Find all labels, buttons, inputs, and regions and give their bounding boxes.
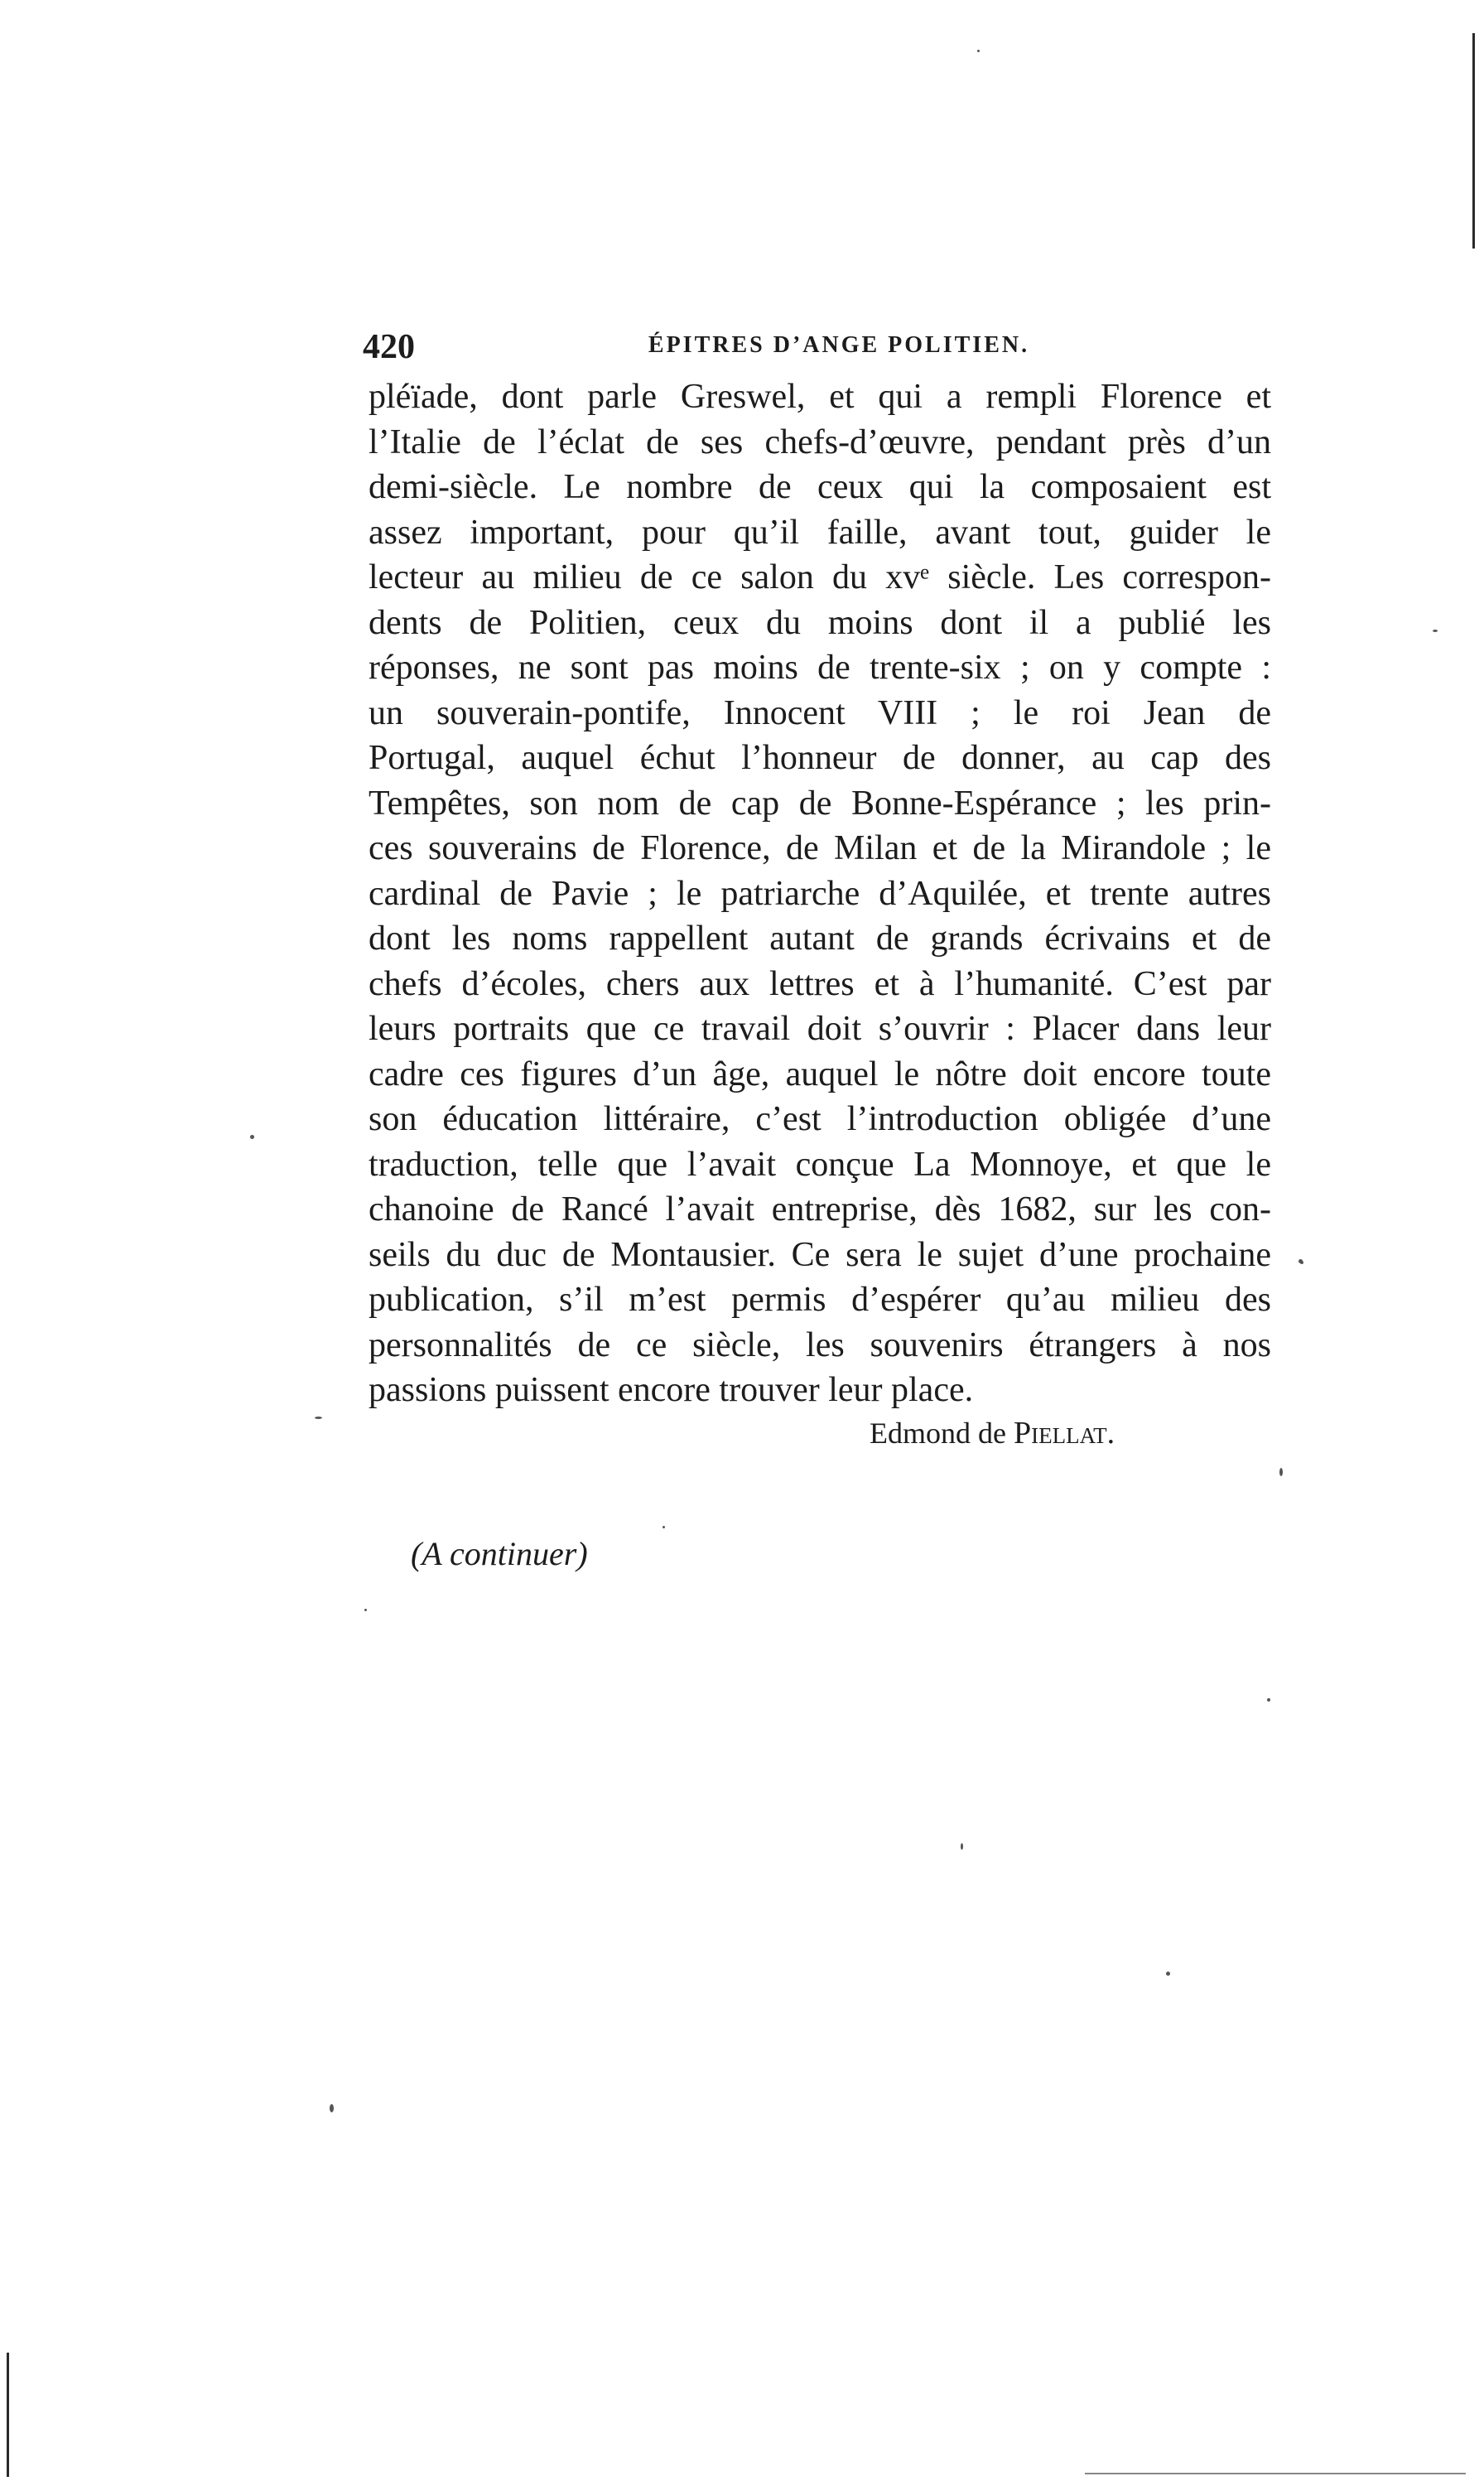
text-line: cadre ces figures d’un âge, auquel le nôtre doit encore toute: [369, 1055, 1271, 1093]
text-line: cardinal de Pavie ; le patriarche d’Aquilée, et trente autres: [369, 874, 1271, 913]
body-paragraph: [369, 374, 1271, 1413]
scan-speck: [662, 1526, 665, 1528]
text-line: l’Italie de l’éclat de ses chefs-d’œuvre, pendant près d’un: [369, 422, 1271, 461]
scan-speck: [1300, 1261, 1303, 1264]
scan-speck: [961, 1843, 963, 1850]
text-line: réponses, ne sont pas moins de trente-six ; on y compte :: [369, 649, 1271, 687]
scan-speck: [1166, 1972, 1170, 1976]
text-line: Tempêtes, son nom de cap de Bonne-Espérance ; les prin-: [369, 784, 1271, 823]
text-line: assez important, pour qu’il faille, avant tout, guider le: [369, 513, 1271, 552]
text-line: ces souverains de Florence, de Milan et de la Mirandole ; le: [369, 829, 1271, 867]
scan-speck: [1267, 1698, 1270, 1702]
text-line: passions puissent encore trouver leur place.: [369, 1371, 974, 1409]
page-number: 420: [363, 328, 415, 366]
text-line: son éducation littéraire, c’est l’introduction obligée d’une: [369, 1100, 1271, 1138]
text-line: dont les noms rappellent autant de grands écrivains et de: [369, 920, 1271, 958]
text-line: un souverain-pontife, Innocent VIII ; le roi Jean de: [369, 693, 1271, 732]
continuation-note: (A continuer): [411, 1535, 588, 1572]
scan-speck: [977, 50, 980, 52]
scan-speck: [364, 1609, 367, 1611]
author-signature: [870, 1415, 1201, 1451]
text-line: publication, s’il m’est permis d’espérer qu’au milieu des: [369, 1281, 1271, 1319]
scan-speck: [1433, 630, 1438, 632]
text-line: traduction, telle que l’avait conçue La Monnoye, et que le: [369, 1145, 1271, 1184]
page-header: [363, 327, 1265, 377]
text-line: seils du duc de Montausier. Ce sera le sujet d’une prochaine: [369, 1235, 1271, 1274]
text-line: pléïade, dont parle Greswel, et qui a rempli Florence et: [369, 378, 1271, 416]
text-line: lecteur au milieu de ce salon du xvᵉ siècle. Les correspon-: [369, 558, 1271, 596]
text-line: leurs portraits que ce travail doit s’ouvrir : Placer dans leur: [369, 1010, 1271, 1048]
signature-first: Edmond de: [870, 1417, 1006, 1450]
text-line: chefs d’écoles, chers aux lettres et à l’humanité. C’est par: [369, 964, 1271, 1003]
scan-edge-line-left: [7, 2353, 9, 2477]
scan-edge-line-right: [1472, 33, 1475, 249]
scan-speck: [1279, 1468, 1283, 1476]
scan-speck: [330, 2104, 334, 2112]
signature-last: Piellat.: [1013, 1416, 1115, 1451]
scan-speck: [250, 1135, 254, 1139]
text-line: chanoine de Rancé l’avait entreprise, dès 1682, sur les con-: [369, 1190, 1271, 1229]
text-line: demi-siècle. Le nombre de ceux qui la composaient est: [369, 468, 1271, 506]
text-line: personnalités de ce siècle, les souvenirs étrangers à nos: [369, 1325, 1271, 1364]
scan-edge-line-bottom: [1085, 2473, 1466, 2474]
text-line: Portugal, auquel échut l’honneur de donner, au cap des: [369, 739, 1271, 777]
scan-speck: [315, 1417, 322, 1419]
running-title: ÉPITRES D’ANGE POLITIEN.: [648, 332, 1030, 358]
text-line: dents de Politien, ceux du moins dont il a publié les: [369, 603, 1271, 642]
